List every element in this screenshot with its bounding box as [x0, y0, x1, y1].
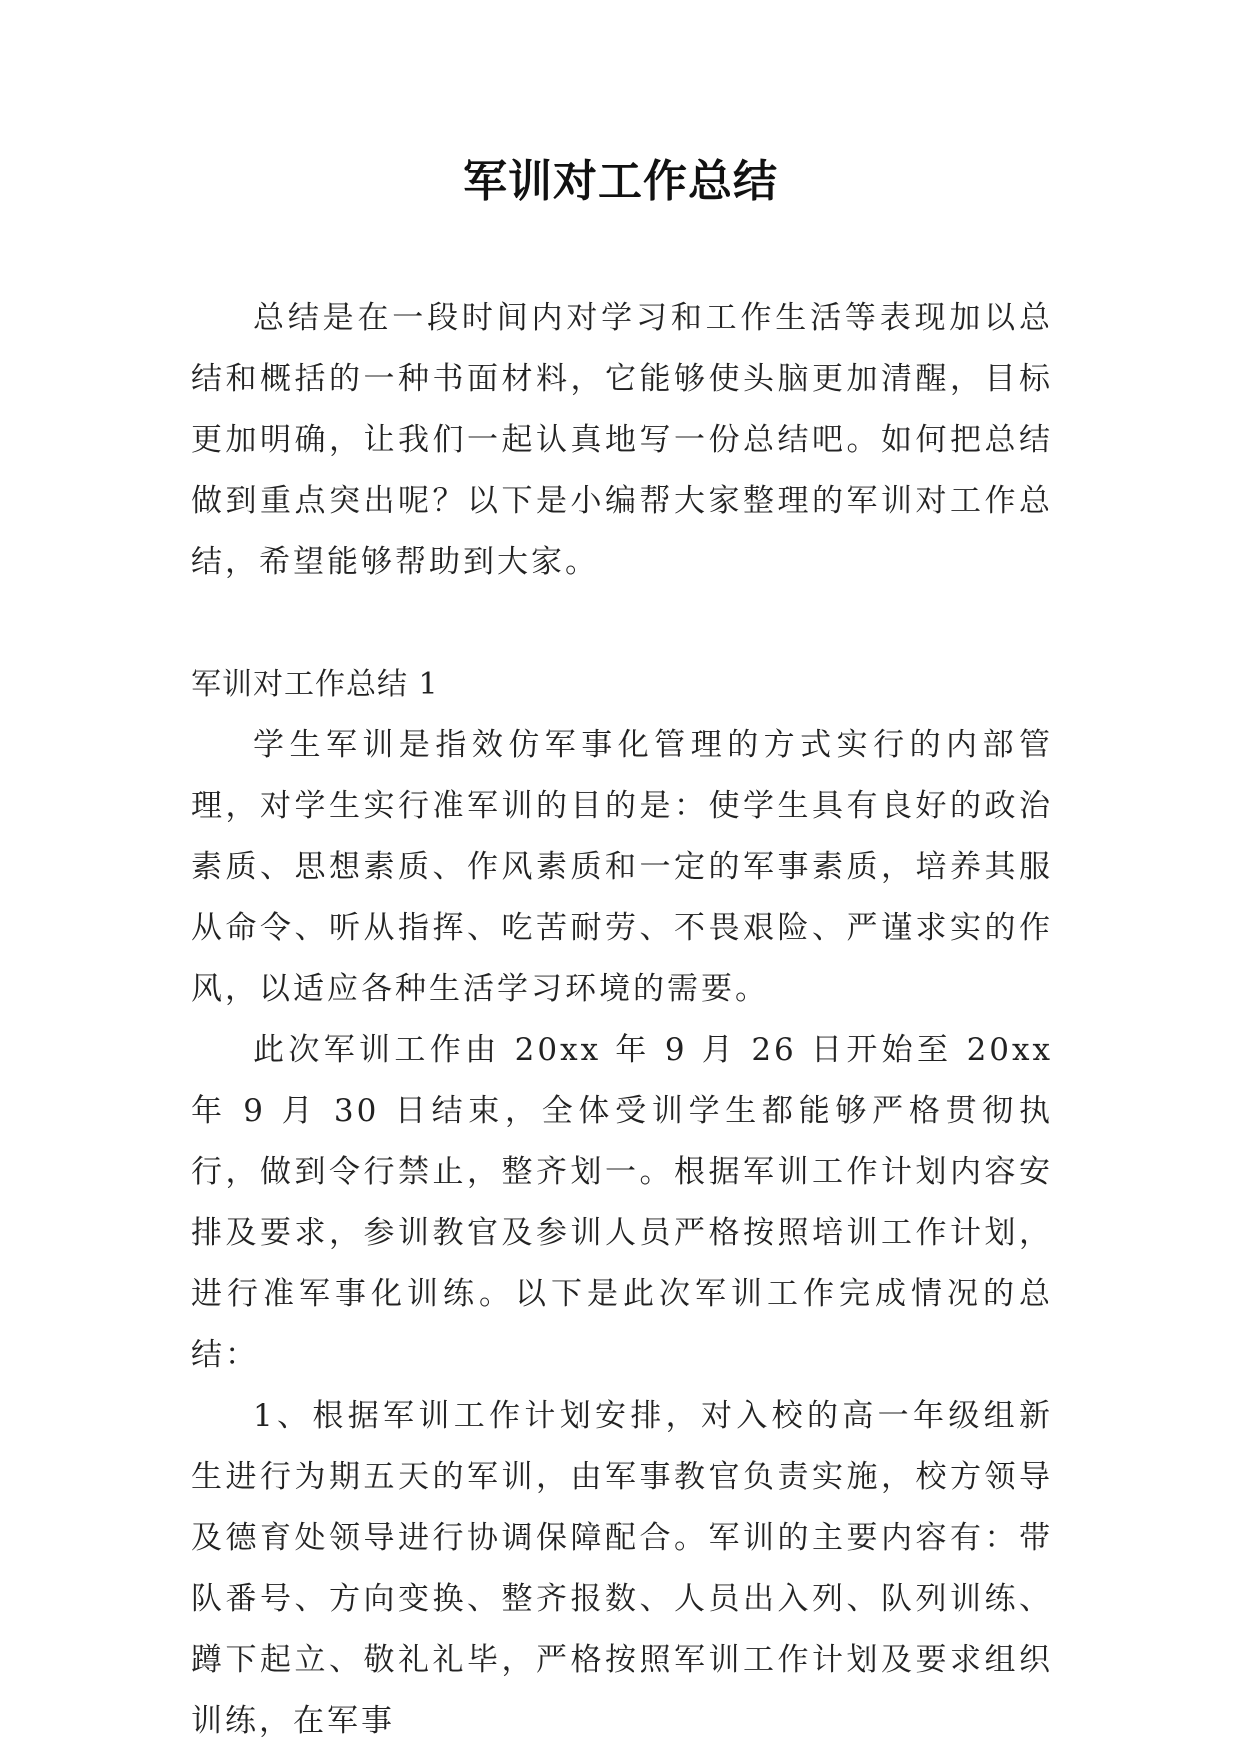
intro-paragraph: 总结是在一段时间内对学习和工作生活等表现加以总结和概括的一种书面材料，它能够使头脑更加清醒，目标更加明确，让我们一起认真地写一份总结吧。如何把总结做到重点突出呢？以下是小编帮大家整理的军训对工作总结，希望能够帮助到大家。 — [191, 300, 1053, 580]
body-paragraph-3: 1、根据军训工作计划安排，对入校的高一年级组新生进行为期五天的军训，由军事教官负责实施，校方领导及德育处领导进行协调保障配合。军训的主要内容有：带队番号、方向变换、整齐报数、人员出入列、队列训练、蹲下起立、敬礼礼毕，严格按照军训工作计划及要求组织训练，在军事 — [191, 1398, 1053, 1739]
document-title: 军训对工作总结 — [463, 156, 778, 207]
body-paragraph-1: 学生军训是指效仿军事化管理的方式实行的内部管理，对学生实行准军训的目的是：使学生具有良好的政治素质、思想素质、作风素质和一定的军事素质，培养其服从命令、听从指挥、吃苦耐劳、不畏艰险、严谨求实的作风，以适应各种生活学习环境的需要。 — [191, 727, 1053, 1007]
body-paragraph-2: 此次军训工作由 20xx 年 9 月 26 日开始至 20xx 年 9 月 30 日结束，全体受训学生都能够严格贯彻执行，做到令行禁止，整齐划一。根据军训工作计划内容安排及要求，参训教官及参训人员严格按照培训工作计划，进行准军事化训练。以下是此次军训工作完成情况的总结： — [191, 1032, 1053, 1373]
document-body — [191, 288, 1053, 1752]
paragraph-spacer — [191, 593, 1053, 654]
section-heading: 军训对工作总结 1 — [191, 667, 439, 702]
